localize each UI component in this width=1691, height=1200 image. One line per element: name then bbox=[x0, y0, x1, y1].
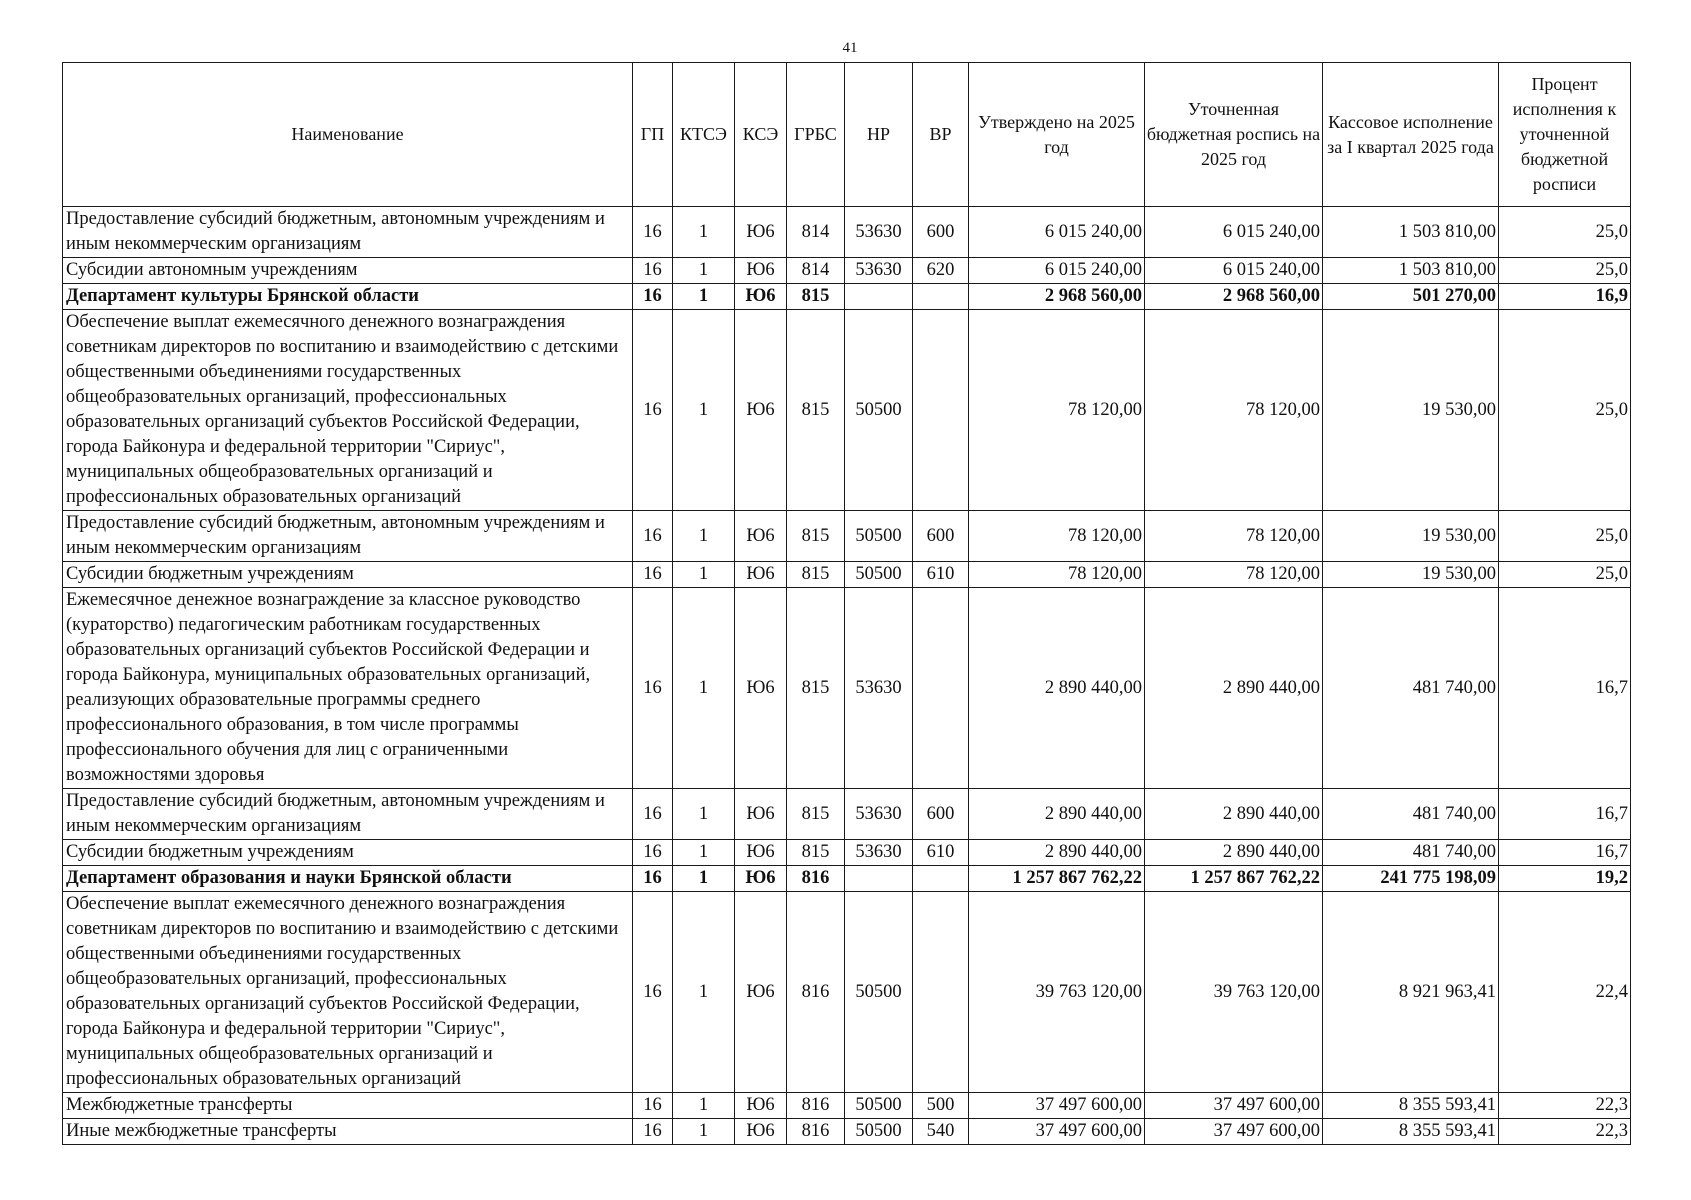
cell-percent: 25,0 bbox=[1499, 511, 1631, 562]
cell-name: Иные межбюджетные трансферты bbox=[63, 1119, 633, 1145]
table-row bbox=[63, 866, 1631, 892]
table-row bbox=[63, 892, 1631, 1093]
table-row bbox=[63, 310, 1631, 511]
cell-kse: Ю6 bbox=[735, 892, 787, 1093]
cell-name: Субсидии бюджетным учреждениям bbox=[63, 562, 633, 588]
cell-name: Субсидии автономным учреждениям bbox=[63, 258, 633, 284]
cell-cash: 481 740,00 bbox=[1323, 588, 1499, 789]
cell-grbs: 816 bbox=[787, 866, 845, 892]
cell-name: Обеспечение выплат ежемесячного денежного вознаграждения советникам директоров по воспитанию и взаимодействию с детскими общественными объединениями государственных общеобразовательных организаций, профессиональных образовательных организаций субъектов Российской Федерации, города Байконура и федеральной территории "Сириус", муниципальных общеобразовательных организаций и профессиональных образовательных организаций bbox=[63, 310, 633, 511]
cell-nr: 53630 bbox=[845, 840, 913, 866]
cell-refined: 78 120,00 bbox=[1145, 310, 1323, 511]
cell-gp: 16 bbox=[633, 310, 673, 511]
cell-percent: 25,0 bbox=[1499, 562, 1631, 588]
cell-nr bbox=[845, 866, 913, 892]
cell-gp: 16 bbox=[633, 1093, 673, 1119]
cell-kse: Ю6 bbox=[735, 840, 787, 866]
table-header-row bbox=[63, 63, 1631, 207]
cell-gp: 16 bbox=[633, 866, 673, 892]
cell-grbs: 816 bbox=[787, 1093, 845, 1119]
cell-cash: 481 740,00 bbox=[1323, 840, 1499, 866]
cell-refined: 37 497 600,00 bbox=[1145, 1119, 1323, 1145]
cell-approved: 2 890 440,00 bbox=[969, 588, 1145, 789]
cell-vr: 600 bbox=[913, 511, 969, 562]
header-name: Наименование bbox=[63, 63, 633, 207]
table-body bbox=[63, 207, 1631, 1145]
cell-refined: 37 497 600,00 bbox=[1145, 1093, 1323, 1119]
cell-ktse: 1 bbox=[673, 310, 735, 511]
cell-approved: 39 763 120,00 bbox=[969, 892, 1145, 1093]
cell-approved: 78 120,00 bbox=[969, 562, 1145, 588]
cell-nr: 50500 bbox=[845, 1093, 913, 1119]
cell-vr bbox=[913, 866, 969, 892]
cell-gp: 16 bbox=[633, 789, 673, 840]
cell-approved: 2 890 440,00 bbox=[969, 840, 1145, 866]
cell-vr bbox=[913, 892, 969, 1093]
cell-ktse: 1 bbox=[673, 892, 735, 1093]
cell-approved: 1 257 867 762,22 bbox=[969, 866, 1145, 892]
cell-gp: 16 bbox=[633, 258, 673, 284]
cell-ktse: 1 bbox=[673, 284, 735, 310]
cell-ktse: 1 bbox=[673, 789, 735, 840]
cell-cash: 8 355 593,41 bbox=[1323, 1119, 1499, 1145]
header-gp: ГП bbox=[633, 63, 673, 207]
cell-grbs: 814 bbox=[787, 258, 845, 284]
cell-kse: Ю6 bbox=[735, 511, 787, 562]
header-cash: Кассовое исполнение за I квартал 2025 года bbox=[1323, 63, 1499, 207]
cell-ktse: 1 bbox=[673, 1093, 735, 1119]
cell-name: Предоставление субсидий бюджетным, автономным учреждениям и иным некоммерческим организациям bbox=[63, 789, 633, 840]
cell-kse: Ю6 bbox=[735, 310, 787, 511]
cell-name: Межбюджетные трансферты bbox=[63, 1093, 633, 1119]
cell-nr: 50500 bbox=[845, 511, 913, 562]
cell-ktse: 1 bbox=[673, 840, 735, 866]
cell-grbs: 815 bbox=[787, 789, 845, 840]
cell-refined: 2 890 440,00 bbox=[1145, 588, 1323, 789]
cell-percent: 25,0 bbox=[1499, 258, 1631, 284]
cell-vr: 600 bbox=[913, 207, 969, 258]
cell-refined: 1 257 867 762,22 bbox=[1145, 866, 1323, 892]
cell-percent: 22,3 bbox=[1499, 1119, 1631, 1145]
table-row bbox=[63, 511, 1631, 562]
cell-nr: 50500 bbox=[845, 310, 913, 511]
table-row bbox=[63, 1093, 1631, 1119]
header-vr: ВР bbox=[913, 63, 969, 207]
cell-gp: 16 bbox=[633, 562, 673, 588]
cell-refined: 78 120,00 bbox=[1145, 562, 1323, 588]
cell-cash: 501 270,00 bbox=[1323, 284, 1499, 310]
header-percent: Процент исполнения к уточненной бюджетной росписи bbox=[1499, 63, 1631, 207]
cell-grbs: 815 bbox=[787, 511, 845, 562]
cell-name: Предоставление субсидий бюджетным, автономным учреждениям и иным некоммерческим организациям bbox=[63, 511, 633, 562]
cell-approved: 78 120,00 bbox=[969, 310, 1145, 511]
cell-ktse: 1 bbox=[673, 562, 735, 588]
cell-cash: 481 740,00 bbox=[1323, 789, 1499, 840]
cell-name: Департамент культуры Брянской области bbox=[63, 284, 633, 310]
cell-approved: 37 497 600,00 bbox=[969, 1093, 1145, 1119]
cell-ktse: 1 bbox=[673, 588, 735, 789]
cell-refined: 2 890 440,00 bbox=[1145, 840, 1323, 866]
cell-grbs: 815 bbox=[787, 562, 845, 588]
header-refined: Уточненная бюджетная роспись на 2025 год bbox=[1145, 63, 1323, 207]
cell-name: Департамент образования и науки Брянской области bbox=[63, 866, 633, 892]
cell-kse: Ю6 bbox=[735, 789, 787, 840]
cell-approved: 6 015 240,00 bbox=[969, 207, 1145, 258]
cell-grbs: 816 bbox=[787, 1119, 845, 1145]
header-kse: КСЭ bbox=[735, 63, 787, 207]
table-row bbox=[63, 1119, 1631, 1145]
cell-percent: 16,7 bbox=[1499, 588, 1631, 789]
cell-gp: 16 bbox=[633, 207, 673, 258]
cell-grbs: 815 bbox=[787, 588, 845, 789]
cell-kse: Ю6 bbox=[735, 1093, 787, 1119]
cell-nr bbox=[845, 284, 913, 310]
cell-percent: 22,3 bbox=[1499, 1093, 1631, 1119]
cell-gp: 16 bbox=[633, 892, 673, 1093]
cell-approved: 37 497 600,00 bbox=[969, 1119, 1145, 1145]
cell-gp: 16 bbox=[633, 511, 673, 562]
cell-nr: 53630 bbox=[845, 258, 913, 284]
cell-nr: 50500 bbox=[845, 1119, 913, 1145]
cell-approved: 6 015 240,00 bbox=[969, 258, 1145, 284]
cell-refined: 6 015 240,00 bbox=[1145, 207, 1323, 258]
table-row bbox=[63, 258, 1631, 284]
cell-gp: 16 bbox=[633, 284, 673, 310]
table-row bbox=[63, 588, 1631, 789]
cell-ktse: 1 bbox=[673, 207, 735, 258]
cell-name: Обеспечение выплат ежемесячного денежного вознаграждения советникам директоров по воспитанию и взаимодействию с детскими общественными объединениями государственных общеобразовательных организаций, профессиональных образовательных организаций субъектов Российской Федерации, города Байконура и федеральной территории "Сириус", муниципальных общеобразовательных организаций и профессиональных образовательных организаций bbox=[63, 892, 633, 1093]
cell-cash: 8 355 593,41 bbox=[1323, 1093, 1499, 1119]
cell-kse: Ю6 bbox=[735, 562, 787, 588]
cell-refined: 2 968 560,00 bbox=[1145, 284, 1323, 310]
cell-gp: 16 bbox=[633, 588, 673, 789]
cell-ktse: 1 bbox=[673, 866, 735, 892]
cell-cash: 19 530,00 bbox=[1323, 511, 1499, 562]
cell-approved: 2 968 560,00 bbox=[969, 284, 1145, 310]
cell-cash: 8 921 963,41 bbox=[1323, 892, 1499, 1093]
cell-ktse: 1 bbox=[673, 258, 735, 284]
cell-percent: 25,0 bbox=[1499, 310, 1631, 511]
cell-kse: Ю6 bbox=[735, 284, 787, 310]
cell-percent: 16,7 bbox=[1499, 789, 1631, 840]
cell-grbs: 815 bbox=[787, 310, 845, 511]
page-number: 41 bbox=[842, 40, 858, 56]
cell-kse: Ю6 bbox=[735, 1119, 787, 1145]
cell-name: Ежемесячное денежное вознаграждение за классное руководство (кураторство) педагогическим работникам государственных образовательных организаций субъектов Российской Федерации и города Байконура, муниципальных образовательных организаций, реализующих образовательные программы среднего профессионального образования, в том числе программы профессионального обучения для лиц с ограниченными возможностями здоровья bbox=[63, 588, 633, 789]
cell-grbs: 815 bbox=[787, 840, 845, 866]
cell-kse: Ю6 bbox=[735, 588, 787, 789]
cell-refined: 78 120,00 bbox=[1145, 511, 1323, 562]
cell-nr: 53630 bbox=[845, 207, 913, 258]
cell-refined: 39 763 120,00 bbox=[1145, 892, 1323, 1093]
cell-percent: 22,4 bbox=[1499, 892, 1631, 1093]
cell-vr: 610 bbox=[913, 562, 969, 588]
table-row bbox=[63, 789, 1631, 840]
header-ktse: КТСЭ bbox=[673, 63, 735, 207]
cell-cash: 241 775 198,09 bbox=[1323, 866, 1499, 892]
header-nr: НР bbox=[845, 63, 913, 207]
cell-nr: 50500 bbox=[845, 562, 913, 588]
budget-execution-table bbox=[62, 62, 1631, 1145]
cell-name: Предоставление субсидий бюджетным, автономным учреждениям и иным некоммерческим организациям bbox=[63, 207, 633, 258]
cell-percent: 16,7 bbox=[1499, 840, 1631, 866]
header-approved: Утверждено на 2025 год bbox=[969, 63, 1145, 207]
cell-percent: 16,9 bbox=[1499, 284, 1631, 310]
cell-cash: 1 503 810,00 bbox=[1323, 258, 1499, 284]
cell-name: Субсидии бюджетным учреждениям bbox=[63, 840, 633, 866]
cell-nr: 53630 bbox=[845, 588, 913, 789]
table-row bbox=[63, 562, 1631, 588]
cell-kse: Ю6 bbox=[735, 258, 787, 284]
cell-ktse: 1 bbox=[673, 511, 735, 562]
table-row bbox=[63, 840, 1631, 866]
cell-cash: 19 530,00 bbox=[1323, 310, 1499, 511]
table-row bbox=[63, 207, 1631, 258]
cell-vr bbox=[913, 310, 969, 511]
cell-gp: 16 bbox=[633, 1119, 673, 1145]
cell-vr: 610 bbox=[913, 840, 969, 866]
cell-ktse: 1 bbox=[673, 1119, 735, 1145]
cell-nr: 53630 bbox=[845, 789, 913, 840]
cell-nr: 50500 bbox=[845, 892, 913, 1093]
cell-vr: 600 bbox=[913, 789, 969, 840]
cell-vr: 500 bbox=[913, 1093, 969, 1119]
cell-percent: 19,2 bbox=[1499, 866, 1631, 892]
cell-approved: 2 890 440,00 bbox=[969, 789, 1145, 840]
cell-gp: 16 bbox=[633, 840, 673, 866]
cell-grbs: 816 bbox=[787, 892, 845, 1093]
cell-refined: 6 015 240,00 bbox=[1145, 258, 1323, 284]
cell-cash: 1 503 810,00 bbox=[1323, 207, 1499, 258]
cell-cash: 19 530,00 bbox=[1323, 562, 1499, 588]
cell-vr: 540 bbox=[913, 1119, 969, 1145]
cell-kse: Ю6 bbox=[735, 207, 787, 258]
cell-percent: 25,0 bbox=[1499, 207, 1631, 258]
cell-kse: Ю6 bbox=[735, 866, 787, 892]
cell-grbs: 815 bbox=[787, 284, 845, 310]
cell-grbs: 814 bbox=[787, 207, 845, 258]
header-grbs: ГРБС bbox=[787, 63, 845, 207]
cell-vr bbox=[913, 284, 969, 310]
cell-refined: 2 890 440,00 bbox=[1145, 789, 1323, 840]
cell-vr: 620 bbox=[913, 258, 969, 284]
cell-approved: 78 120,00 bbox=[969, 511, 1145, 562]
cell-vr bbox=[913, 588, 969, 789]
table-row bbox=[63, 284, 1631, 310]
